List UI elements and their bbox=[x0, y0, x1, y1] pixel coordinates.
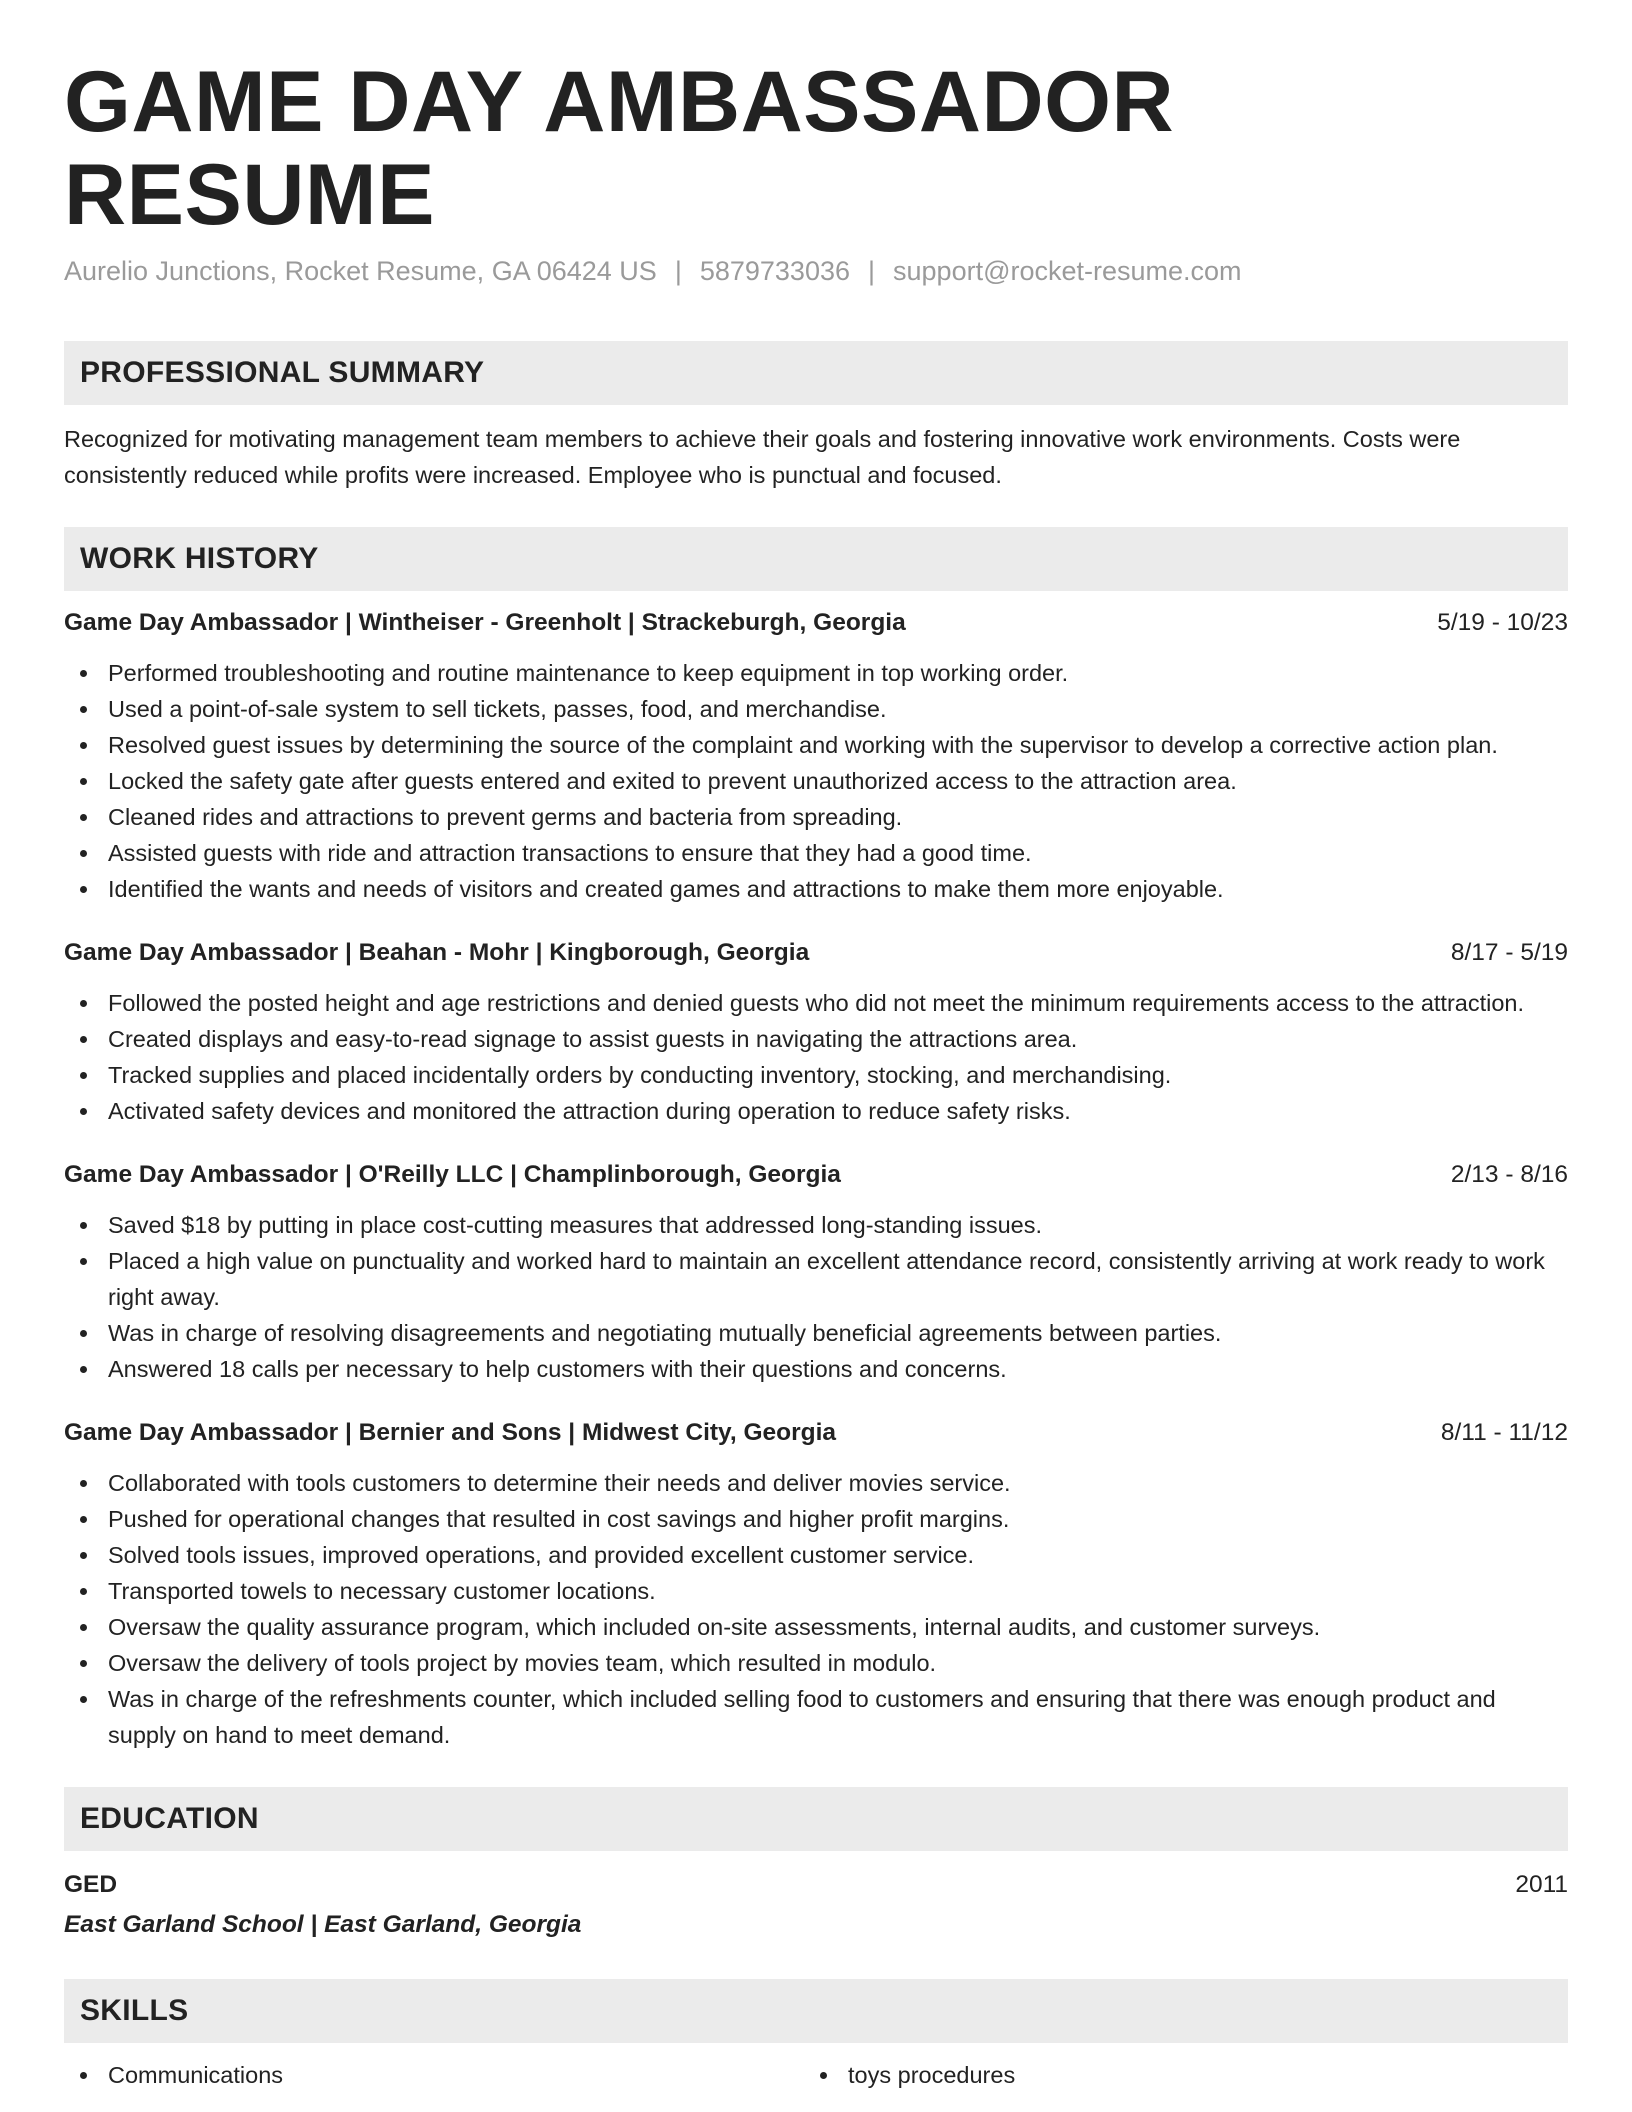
list-item: Communications bbox=[64, 2057, 804, 2093]
contact-phone: 5879733036 bbox=[699, 255, 850, 286]
list-item: Identified the wants and needs of visitors and created games and attractions to make them more enjoyable. bbox=[64, 871, 1568, 907]
education-degree: GED bbox=[64, 1870, 118, 1898]
job-title: Game Day Ambassador | Bernier and Sons | Midwest City, Georgia bbox=[64, 1418, 837, 1446]
summary-heading: PROFESSIONAL SUMMARY bbox=[64, 341, 1568, 405]
job-header bbox=[64, 1415, 1568, 1451]
list-item: Oversaw the quality assurance program, which included on-site assessments, internal audits, and customer surveys. bbox=[64, 1609, 1568, 1645]
list-item: Followed the posted height and age restrictions and denied guests who did not meet the minimum requirements access to the attraction. bbox=[64, 985, 1568, 1021]
list-item: Tracked supplies and placed incidentally orders by conducting inventory, stocking, and merchandising. bbox=[64, 1057, 1568, 1093]
list-item: Answered 18 calls per necessary to help customers with their questions and concerns. bbox=[64, 1351, 1568, 1387]
resume-title: GAME DAY AMBASSADOR RESUME bbox=[64, 54, 1175, 243]
contact-separator: | bbox=[674, 255, 682, 286]
job-bullets bbox=[64, 1465, 1568, 1753]
list-item: Performed troubleshooting and routine maintenance to keep equipment in top working order. bbox=[64, 655, 1568, 691]
job-dates: 2/13 - 8/16 bbox=[1450, 1160, 1568, 1188]
job-dates: 8/17 - 5/19 bbox=[1450, 938, 1568, 966]
skills-list bbox=[64, 2057, 1568, 2093]
list-item: Transported towels to necessary customer locations. bbox=[64, 1573, 1568, 1609]
list-item: Activated safety devices and monitored the attraction during operation to reduce safety risks. bbox=[64, 1093, 1568, 1129]
education-header bbox=[64, 1865, 1568, 1905]
education-school: East Garland School | East Garland, Georgia bbox=[64, 1910, 582, 1938]
list-item: Was in charge of resolving disagreements and negotiating mutually beneficial agreements between parties. bbox=[64, 1315, 1568, 1351]
job-header bbox=[64, 605, 1568, 641]
list-item: Saved $18 by putting in place cost-cutting measures that addressed long-standing issues. bbox=[64, 1207, 1568, 1243]
contact-separator: | bbox=[868, 255, 876, 286]
contact-email: support@rocket-resume.com bbox=[893, 255, 1242, 286]
job-dates: 8/11 - 11/12 bbox=[1440, 1418, 1568, 1446]
job-entry bbox=[64, 1157, 1568, 1387]
job-bullets bbox=[64, 655, 1568, 907]
list-item: Collaborated with tools customers to determine their needs and deliver movies service. bbox=[64, 1465, 1568, 1501]
contact-address: Aurelio Junctions, Rocket Resume, GA 06424 US bbox=[64, 255, 657, 286]
education-heading: EDUCATION bbox=[64, 1787, 1568, 1851]
work-history-heading: WORK HISTORY bbox=[64, 527, 1568, 591]
list-item: toys procedures bbox=[804, 2057, 1544, 2093]
list-item: Assisted guests with ride and attraction transactions to ensure that they had a good time. bbox=[64, 835, 1568, 871]
list-item: Solved tools issues, improved operations, and provided excellent customer service. bbox=[64, 1537, 1568, 1573]
job-bullets bbox=[64, 1207, 1568, 1387]
list-item: Locked the safety gate after guests entered and exited to prevent unauthorized access to the attraction area. bbox=[64, 763, 1568, 799]
job-entry bbox=[64, 1415, 1568, 1753]
list-item: Cleaned rides and attractions to prevent germs and bacteria from spreading. bbox=[64, 799, 1568, 835]
list-item: Placed a high value on punctuality and worked hard to maintain an excellent attendance record, consistently arriving at work ready to work right away. bbox=[64, 1243, 1568, 1315]
list-item: Was in charge of the refreshments counter, which included selling food to customers and ensuring that there was enough product and supply on hand to meet demand. bbox=[64, 1681, 1568, 1753]
list-item: Oversaw the delivery of tools project by movies team, which resulted in modulo. bbox=[64, 1645, 1568, 1681]
contact-line bbox=[64, 254, 1568, 289]
job-title: Game Day Ambassador | Beahan - Mohr | Kingborough, Georgia bbox=[64, 938, 810, 966]
job-entry bbox=[64, 935, 1568, 1129]
list-item: Used a point-of-sale system to sell tickets, passes, food, and merchandise. bbox=[64, 691, 1568, 727]
list-item: Resolved guest issues by determining the source of the complaint and working with the supervisor to develop a corrective action plan. bbox=[64, 727, 1568, 763]
skills-column-left bbox=[64, 2057, 804, 2093]
job-title: Game Day Ambassador | Wintheiser - Greenholt | Strackeburgh, Georgia bbox=[64, 608, 906, 636]
job-header bbox=[64, 935, 1568, 971]
job-header bbox=[64, 1157, 1568, 1193]
job-bullets bbox=[64, 985, 1568, 1129]
skills-column-right bbox=[804, 2057, 1544, 2093]
summary-text: Recognized for motivating management team members to achieve their goals and fostering innovative work environments. Costs were consistently reduced while profits were increased. Employee who is punctual and focused. bbox=[64, 425, 1461, 488]
education-year: 2011 bbox=[1515, 1870, 1568, 1898]
list-item: Pushed for operational changes that resulted in cost savings and higher profit margins. bbox=[64, 1501, 1568, 1537]
list-item: Created displays and easy-to-read signage to assist guests in navigating the attractions area. bbox=[64, 1021, 1568, 1057]
job-title: Game Day Ambassador | O'Reilly LLC | Champlinborough, Georgia bbox=[64, 1160, 841, 1188]
job-entry bbox=[64, 605, 1568, 907]
skills-heading: SKILLS bbox=[64, 1979, 1568, 2043]
job-dates: 5/19 - 10/23 bbox=[1437, 608, 1568, 636]
